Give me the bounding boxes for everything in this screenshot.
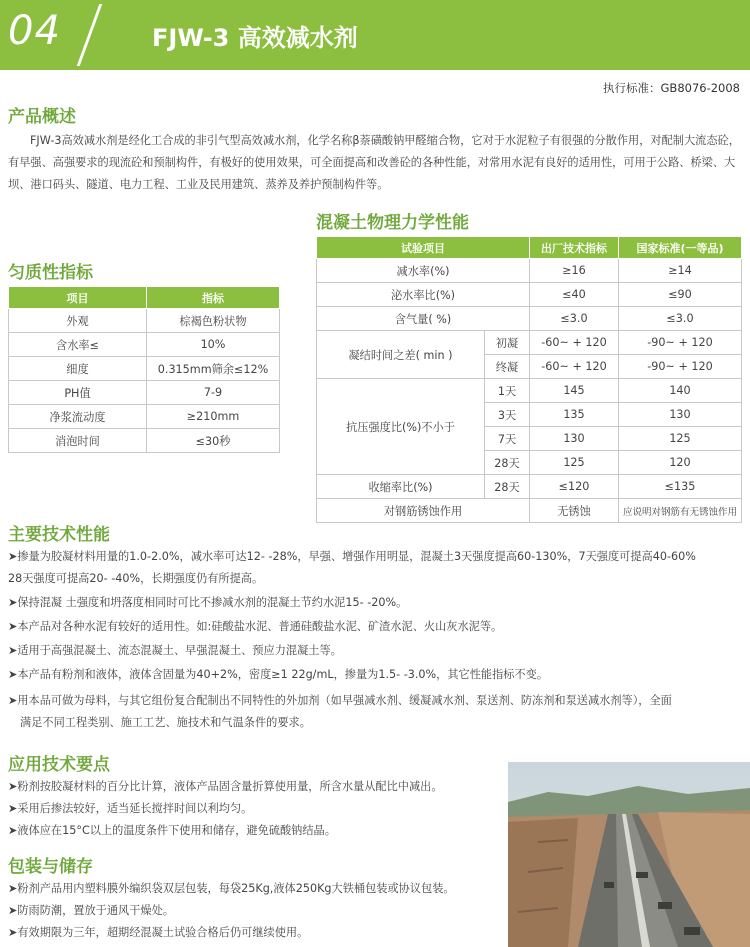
table-cell: ≤3.0 xyxy=(619,307,742,331)
list-item: ➤本产品有粉剂和液体，液体含固量为40+2%，密度≥1 22g/mL，掺量为1.5- -3.0%，其它性能指标不变。 xyxy=(8,668,549,681)
overview-text: FJW-3高效减水剂是经化工合成的非引气型高效减水剂，化学名称β萘磺酸钠甲醛缩合物，它对于水泥粒子有很强的分散作用，对配制大流态砼，有早强、高强要求的现流砼和预制构件，有极好的使用效果，可全面提高和改善砼的各种性能，对常用水泥有良好的适用性，可用于公路、桥梁、大坝、港口码头、隧道、电力工程、工业及民用建筑、蒸养及养护预制构件等。 xyxy=(8,134,740,191)
table-cell: 130 xyxy=(530,427,619,451)
table-row xyxy=(9,333,280,357)
table-cell: 125 xyxy=(619,427,742,451)
mechanics-header-national: 国家标准(一等品) xyxy=(619,237,742,259)
table-cell: 1天 xyxy=(485,379,530,403)
list-item: ➤掺量为胶凝材料用量的1.0-2.0%，减水率可达12- -28%，早强、增强作用明显，混凝土3天强度提高60-130%，7天强度可提高40-60% xyxy=(8,550,696,563)
section-number: 04 xyxy=(8,8,61,54)
table-row xyxy=(317,475,742,499)
application-title: 应用技术要点 xyxy=(8,755,110,775)
mechanics-table xyxy=(316,236,742,523)
overview-title: 产品概述 xyxy=(8,107,76,127)
table-cell: 对钢筋锈蚀作用 xyxy=(317,499,530,523)
table-cell: 凝结时间之差( min ) xyxy=(317,331,485,379)
table-cell: ≤135 xyxy=(619,475,742,499)
table-cell: ≤30秒 xyxy=(147,429,280,453)
table-cell: 10% xyxy=(147,333,280,357)
table-cell: ≤3.0 xyxy=(530,307,619,331)
table-cell: 28天 xyxy=(485,475,530,499)
table-cell: 外观 xyxy=(9,309,147,333)
table-row xyxy=(317,331,742,355)
list-item: ➤粉剂产品用内塑料膜外编织袋双层包装，每袋25Kg,液体250Kg大铁桶包装或协议包装。 xyxy=(8,882,455,895)
mechanics-title: 混凝土物理力学性能 xyxy=(316,213,469,233)
table-cell: 应说明对钢筋有无锈蚀作用 xyxy=(619,499,742,523)
table-cell: 泌水率比(%) xyxy=(317,283,530,307)
table-cell: 含气量( %) xyxy=(317,307,530,331)
table-row xyxy=(9,381,280,405)
list-item: ➤液体应在15°C以上的温度条件下使用和储存，避免硫酸钠结晶。 xyxy=(8,824,336,837)
table-cell: ≤90 xyxy=(619,283,742,307)
list-item: ➤用本品可做为母料，与其它组份复合配制出不同特性的外加剂（如早强减水剂、缓凝减水剂、泵送剂、防冻剂和泵送减水剂等），全面 xyxy=(8,694,672,707)
table-cell: 减水率(%) xyxy=(317,259,530,283)
table-cell: 棕褐色粉状物 xyxy=(147,309,280,333)
table-cell: 细度 xyxy=(9,357,147,381)
packing-title: 包装与储存 xyxy=(8,857,93,877)
table-cell: 收缩率比(%) xyxy=(317,475,485,499)
table-cell: 28天 xyxy=(485,451,530,475)
table-cell: -60~ + 120 xyxy=(530,355,619,379)
list-item: ➤粉剂按胶凝材料的百分比计算，液体产品固含量折算使用量，所含水量从配比中减出。 xyxy=(8,780,443,793)
table-row xyxy=(317,499,742,523)
uniformity-header-item: 项目 xyxy=(9,287,147,309)
table-cell: -60~ + 120 xyxy=(530,331,619,355)
header-banner xyxy=(0,0,750,70)
table-cell: ≥14 xyxy=(619,259,742,283)
list-item: 满足不同工程类别、施工工艺、施技术和气温条件的要求。 xyxy=(20,716,311,729)
table-cell: 130 xyxy=(619,403,742,427)
table-cell: 140 xyxy=(619,379,742,403)
table-cell: 3天 xyxy=(485,403,530,427)
list-item: ➤保持混凝 土强度和坍落度相同时可比不掺减水剂的混凝土节约水泥15- -20%。 xyxy=(8,596,408,609)
construction-site-photo xyxy=(508,762,750,947)
uniformity-header-index: 指标 xyxy=(147,287,280,309)
list-item: ➤有效期限为三年，超期经混凝土试验合格后仍可继续使用。 xyxy=(8,926,309,939)
table-row xyxy=(317,307,742,331)
list-item: ➤本产品对各种水泥有较好的适用性。如:硅酸盐水泥、普通硅酸盐水泥、矿渣水泥、火山灰水泥等。 xyxy=(8,620,503,633)
table-row xyxy=(317,259,742,283)
table-cell: 120 xyxy=(619,451,742,475)
table-cell: 125 xyxy=(530,451,619,475)
table-cell: ≤40 xyxy=(530,283,619,307)
uniformity-table xyxy=(8,286,280,453)
table-row xyxy=(317,283,742,307)
table-cell: 初凝 xyxy=(485,331,530,355)
table-row xyxy=(9,309,280,333)
mechanics-header-item: 试验项目 xyxy=(317,237,530,259)
table-cell: 抗压强度比(%)不小于 xyxy=(317,379,485,475)
table-cell: 消泡时间 xyxy=(9,429,147,453)
table-cell: 0.315mm筛余≤12% xyxy=(147,357,280,381)
uniformity-title: 匀质性指标 xyxy=(8,263,93,283)
table-cell: ≥16 xyxy=(530,259,619,283)
tech-title: 主要技术性能 xyxy=(8,525,110,545)
page-title: FJW-3 高效减水剂 xyxy=(152,24,358,52)
table-cell: 7天 xyxy=(485,427,530,451)
table-row xyxy=(317,379,742,403)
table-cell: -90~ + 120 xyxy=(619,331,742,355)
standard-text: 执行标准：GB8076-2008 xyxy=(603,81,740,95)
list-item: ➤采用后掺法较好，适当延长搅拌时间以利均匀。 xyxy=(8,802,253,815)
table-cell: 145 xyxy=(530,379,619,403)
table-cell: 无锈蚀 xyxy=(530,499,619,523)
table-cell: 135 xyxy=(530,403,619,427)
table-row xyxy=(9,405,280,429)
table-cell: ≤120 xyxy=(530,475,619,499)
table-row xyxy=(9,357,280,381)
mechanics-header-factory: 出厂技术指标 xyxy=(530,237,619,259)
divider-slash xyxy=(77,4,103,66)
table-cell: PH值 xyxy=(9,381,147,405)
list-item: ➤适用于高强混凝土、流态混凝土、早强混凝土、预应力混凝土等。 xyxy=(8,644,342,657)
table-cell: 含水率≤ xyxy=(9,333,147,357)
list-item: ➤防雨防潮，置放于通风干燥处。 xyxy=(8,904,174,917)
table-cell: -90~ + 120 xyxy=(619,355,742,379)
table-cell: 净浆流动度 xyxy=(9,405,147,429)
table-cell: 7-9 xyxy=(147,381,280,405)
table-cell: 终凝 xyxy=(485,355,530,379)
list-item: 28天强度可提高20- -40%，长期强度仍有所提高。 xyxy=(8,572,264,585)
table-row xyxy=(9,429,280,453)
table-cell: ≥210mm xyxy=(147,405,280,429)
